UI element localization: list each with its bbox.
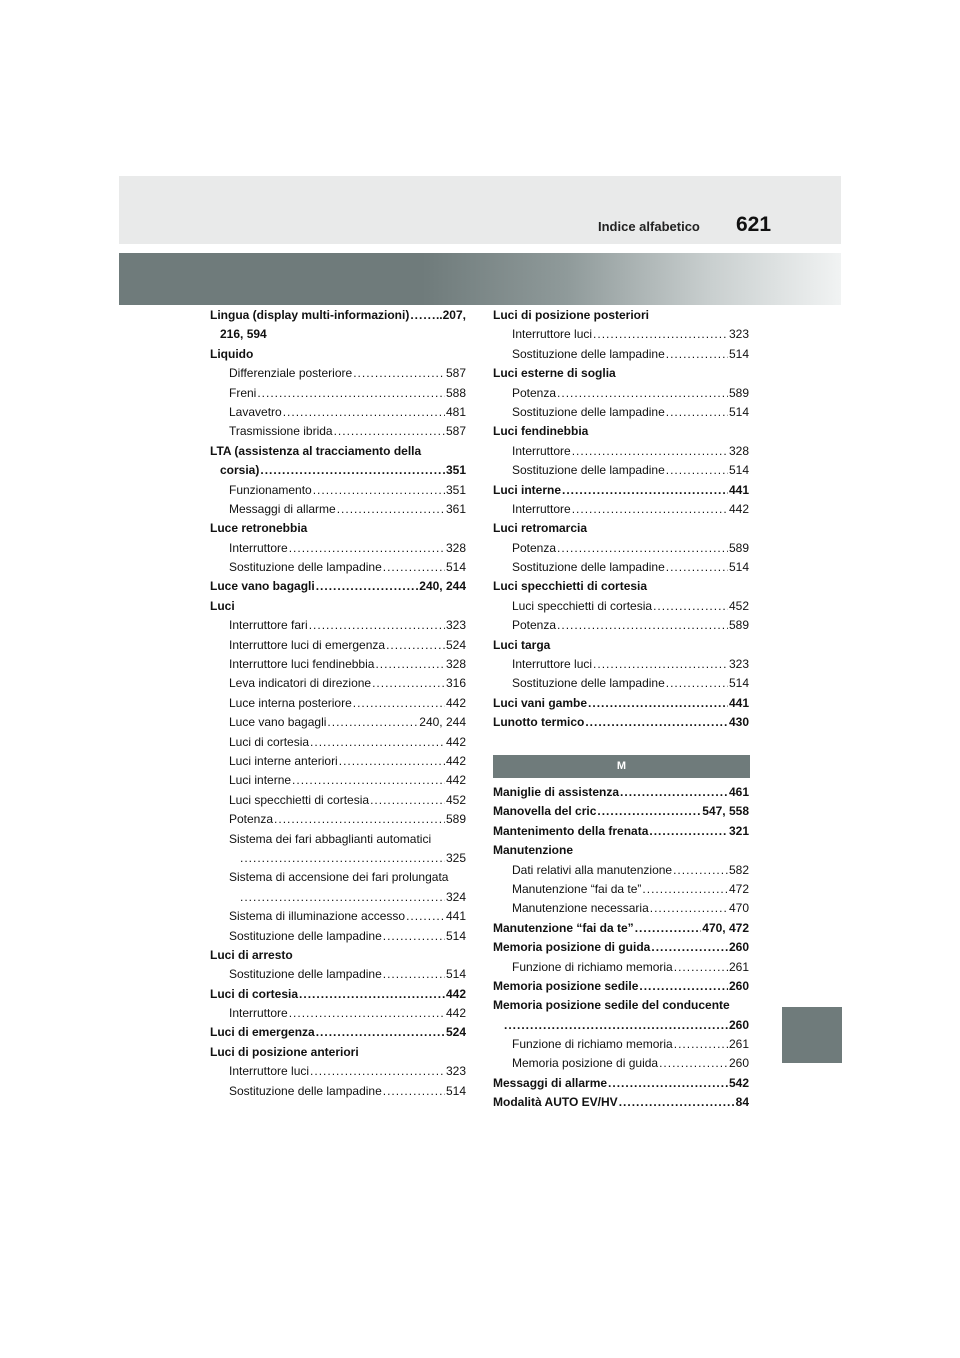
index-entry: [210, 500, 466, 519]
entry-term: Sostituzione delle lampadine: [512, 676, 665, 691]
index-column-right: [493, 306, 749, 733]
leader-dots: [504, 1016, 728, 1035]
entry-page: 351: [445, 482, 466, 497]
entry-term: Messaggi di allarme: [229, 501, 336, 516]
leader-dots: [283, 403, 445, 422]
entry-term: Luce vano bagagli: [229, 715, 327, 730]
entry-page: 514: [728, 404, 749, 419]
entry-term: Luci interne anteriori: [229, 753, 338, 768]
entry-term: Interruttore luci: [512, 657, 593, 672]
entry-page: 514: [728, 560, 749, 575]
leader-dots: [240, 849, 445, 868]
leader-dots: [642, 880, 728, 899]
entry-page: 321: [728, 823, 749, 838]
entry-term: Sostituzione delle lampadine: [229, 928, 382, 943]
leader-dots: [375, 655, 445, 674]
index-entry: [210, 927, 466, 946]
leader-dots: [635, 919, 702, 938]
entry-term: Differenziale posteriore: [229, 366, 353, 381]
index-entry: [210, 597, 466, 616]
entry-term: Modalità AUTO EV/HV: [493, 1095, 618, 1110]
entry-term: Luci interne: [229, 773, 292, 788]
decorative-band: [119, 253, 841, 305]
index-entry: [493, 822, 749, 841]
leader-dots: [597, 802, 701, 821]
index-entry: [210, 442, 466, 461]
entry-page: 442: [445, 1006, 466, 1021]
index-entry: [210, 461, 466, 480]
index-entry: [493, 1054, 749, 1073]
entry-page: 325: [445, 850, 466, 865]
index-entry: [493, 694, 749, 713]
entry-term: Luci esterne di soglia: [493, 366, 616, 381]
index-entry: [210, 306, 466, 325]
index-entry: [210, 694, 466, 713]
index-entry: [493, 919, 749, 938]
leader-dots: [572, 500, 728, 519]
index-entry: [493, 500, 749, 519]
entry-term: Luci specchietti di cortesia: [493, 579, 648, 594]
entry-term: Sistema di accensione dei fari prolungata: [229, 870, 449, 885]
entry-term: Sostituzione delle lampadine: [229, 560, 382, 575]
leader-dots: [383, 558, 445, 577]
entry-term: Funzionamento: [229, 482, 312, 497]
index-entry: [493, 306, 749, 325]
index-entry: [493, 403, 749, 422]
leader-dots: [339, 752, 445, 771]
entry-page: 514: [728, 676, 749, 691]
index-entry: [493, 364, 749, 383]
leader-dots: [334, 422, 445, 441]
entry-page: 442: [445, 986, 466, 1001]
index-entry: [210, 752, 466, 771]
leader-dots: [653, 597, 728, 616]
entry-term: corsia): [220, 463, 260, 478]
entry-page: 328: [728, 443, 749, 458]
index-entry: [210, 849, 466, 868]
entry-term: Interruttore: [229, 1006, 288, 1021]
entry-page: 316: [445, 676, 466, 691]
entry-page: 524: [445, 637, 466, 652]
index-entry: [210, 771, 466, 790]
entry-page: 514: [445, 560, 466, 575]
entry-term: Sistema dei fari abbaglianti automatici: [229, 831, 432, 846]
leader-dots: [310, 1062, 445, 1081]
leader-dots: [240, 888, 445, 907]
leader-dots: [666, 345, 728, 364]
leader-dots: [651, 938, 728, 957]
index-entry: [210, 577, 466, 596]
entry-page: 351: [445, 463, 466, 478]
index-entry: [493, 558, 749, 577]
leader-dots: [313, 481, 445, 500]
entry-page: 589: [728, 540, 749, 555]
leader-dots: [585, 713, 728, 732]
entry-page: ..207,: [435, 308, 466, 322]
index-entry: [493, 636, 749, 655]
entry-page: 260: [728, 940, 749, 955]
index-entry: [210, 830, 466, 849]
entry-term: Potenza: [512, 618, 557, 633]
entry-page: 470: [728, 901, 749, 916]
entry-term: Lavavetro: [229, 404, 282, 419]
entry-term: Luce vano bagagli: [210, 579, 315, 594]
index-entry: [493, 1074, 749, 1093]
entry-page: 323: [445, 1064, 466, 1079]
entry-term: Leva indicatori di direzione: [229, 676, 372, 691]
index-entry: [493, 977, 749, 996]
index-entry: [493, 539, 749, 558]
leader-dots: [337, 500, 445, 519]
index-entry: [493, 713, 749, 732]
index-entry: [493, 880, 749, 899]
index-entry: [493, 1016, 749, 1035]
leader-dots: [274, 810, 445, 829]
index-entry: [210, 539, 466, 558]
entry-term: Interruttore: [229, 540, 288, 555]
index-entry: [493, 384, 749, 403]
entry-term: Interruttore luci: [229, 1064, 310, 1079]
entry-term: Interruttore luci: [512, 327, 593, 342]
index-entry: [210, 519, 466, 538]
entry-term: LTA (assistenza al tracciamento della: [210, 443, 422, 458]
header-bar: [119, 176, 841, 244]
index-entry: [210, 403, 466, 422]
leader-dots: [666, 461, 728, 480]
index-entry: [210, 636, 466, 655]
entry-page: 524: [445, 1025, 466, 1040]
index-entry: [210, 965, 466, 984]
leader-dots: [649, 822, 728, 841]
entry-page: 452: [728, 598, 749, 613]
leader-dots: [327, 713, 418, 732]
leader-dots: [353, 694, 445, 713]
entry-term: Freni: [229, 385, 257, 400]
leader-dots: [666, 674, 728, 693]
leader-dots: [620, 783, 728, 802]
index-entry: [210, 558, 466, 577]
entry-page: 84: [735, 1095, 749, 1110]
entry-page: 589: [728, 618, 749, 633]
leader-dots: [386, 636, 445, 655]
index-entry: [493, 674, 749, 693]
leader-dots: [299, 985, 445, 1004]
index-entry: [210, 791, 466, 810]
index-entry: [210, 868, 466, 887]
index-entry: [210, 655, 466, 674]
index-entry: [210, 384, 466, 403]
chapter-side-tab: [782, 1007, 842, 1063]
entry-term: Mantenimento della frenata: [493, 823, 649, 838]
leader-dots: [406, 907, 445, 926]
leader-dots: [666, 403, 728, 422]
entry-page: 442: [728, 501, 749, 516]
entry-page: 261: [728, 1037, 749, 1052]
index-entry: [493, 861, 749, 880]
leader-dots: [557, 539, 728, 558]
entry-page: 588: [445, 385, 466, 400]
leader-dots: [383, 965, 445, 984]
leader-dots: [674, 1035, 728, 1054]
index-entry: [493, 1093, 749, 1112]
entry-term: Luci vani gambe: [493, 695, 588, 710]
leader-dots: [292, 771, 445, 790]
leader-dots: [562, 481, 728, 500]
entry-term: Luce interna posteriore: [229, 695, 352, 710]
leader-dots: [372, 674, 445, 693]
leader-dots: [309, 616, 445, 635]
entry-page: 461: [728, 785, 749, 799]
index-entry: [210, 1082, 466, 1101]
leader-dots: [310, 733, 445, 752]
entry-page: 260: [728, 978, 749, 993]
entry-page: 452: [445, 792, 466, 807]
entry-term: Luci specchietti di cortesia: [512, 598, 653, 613]
index-entry: [493, 422, 749, 441]
entry-term: Sostituzione delle lampadine: [512, 404, 665, 419]
index-entry: [493, 841, 749, 860]
entry-term: Lingua (display multi-informazioni): [210, 308, 410, 322]
index-entry: [493, 655, 749, 674]
index-entry: [210, 422, 466, 441]
entry-term: Interruttore fari: [229, 618, 308, 633]
section-header-m: M: [493, 755, 750, 778]
entry-term: 216, 594: [220, 327, 267, 342]
leader-dots: [673, 861, 728, 880]
index-entry: [493, 958, 749, 977]
index-entry: [210, 946, 466, 965]
entry-term: Luci fendinebbia: [493, 424, 589, 439]
leader-dots: [674, 958, 728, 977]
entry-page: 589: [728, 385, 749, 400]
leader-dots: [659, 1054, 728, 1073]
entry-term: Messaggi di allarme: [493, 1075, 608, 1090]
entry-term: Manovella del cric: [493, 804, 597, 819]
entry-term: Luci di posizione posteriori: [493, 308, 650, 322]
leader-dots: [316, 1023, 445, 1042]
entry-term: Luci di cortesia: [229, 734, 310, 749]
entry-term: Sostituzione delle lampadine: [229, 1083, 382, 1098]
leader-dots: [383, 1082, 445, 1101]
entry-term: Interruttore: [512, 501, 571, 516]
entry-page: 240, 244: [419, 579, 466, 594]
entry-term: Sostituzione delle lampadine: [512, 560, 665, 575]
entry-term: Memoria posizione di guida: [512, 1056, 659, 1071]
entry-page: 323: [728, 657, 749, 672]
entry-term: Manutenzione “fai da te”: [512, 881, 642, 896]
leader-dots: [257, 384, 445, 403]
index-entry: [493, 996, 749, 1015]
index-entry: [210, 1004, 466, 1023]
entry-term: Liquido: [210, 346, 254, 361]
entry-page: 472: [728, 881, 749, 896]
entry-page: 261: [728, 959, 749, 974]
entry-page: 328: [445, 540, 466, 555]
entry-term: Luci di emergenza: [210, 1025, 315, 1040]
index-entry: [493, 442, 749, 461]
index-entry: [210, 733, 466, 752]
leader-dots: [289, 539, 445, 558]
leader-dots: [557, 384, 728, 403]
index-entry: [210, 1062, 466, 1081]
entry-page: 260: [728, 1056, 749, 1071]
entry-page: 587: [445, 366, 466, 381]
index-entry: [493, 938, 749, 957]
entry-term: Trasmissione ibrida: [229, 424, 333, 439]
entry-page: 547, 558: [702, 804, 749, 819]
entry-term: Funzione di richiamo memoria: [512, 1037, 673, 1052]
entry-page: 587: [445, 424, 466, 439]
entry-page: 430: [728, 715, 749, 730]
index-entry: [210, 481, 466, 500]
entry-term: Luci di arresto: [210, 947, 293, 962]
leader-dots: [557, 616, 728, 635]
entry-term: Dati relativi alla manutenzione: [512, 862, 673, 877]
leader-dots: [353, 364, 445, 383]
entry-term: Potenza: [512, 385, 557, 400]
index-column-right-m: [493, 783, 749, 1113]
index-entry: [493, 325, 749, 344]
index-entry: [210, 907, 466, 926]
index-entry: [493, 616, 749, 635]
entry-page: 260: [728, 1017, 749, 1032]
index-entry: [210, 364, 466, 383]
index-entry: [493, 597, 749, 616]
page-number: 621: [736, 213, 772, 236]
leader-dots: [639, 977, 728, 996]
entry-term: Interruttore: [512, 443, 571, 458]
index-column-left: [210, 306, 466, 1101]
entry-term: Sostituzione delle lampadine: [512, 346, 665, 361]
index-entry: [210, 674, 466, 693]
index-entry: [493, 1035, 749, 1054]
entry-page: 442: [445, 734, 466, 749]
entry-term: Funzione di richiamo memoria: [512, 959, 673, 974]
index-entry: [493, 519, 749, 538]
entry-page: 481: [445, 404, 466, 419]
leader-dots: [289, 1004, 445, 1023]
entry-page: 514: [445, 928, 466, 943]
entry-page: 323: [728, 327, 749, 342]
entry-page: 589: [445, 812, 466, 827]
index-entry: [210, 345, 466, 364]
entry-term: Luci specchietti di cortesia: [229, 792, 370, 807]
index-entry: [493, 802, 749, 821]
entry-term: Potenza: [512, 540, 557, 555]
leader-dots: [666, 558, 728, 577]
entry-page: 470, 472: [702, 920, 749, 935]
entry-term: Manutenzione necessaria: [512, 901, 649, 916]
entry-page: 514: [445, 967, 466, 982]
entry-term: Luci di cortesia: [210, 986, 299, 1001]
entry-term: Interruttore luci fendinebbia: [229, 657, 375, 672]
entry-term: Sistema di illuminazione accesso: [229, 909, 406, 924]
index-entry: [493, 345, 749, 364]
leader-dots: [572, 442, 728, 461]
entry-page: 441: [728, 482, 749, 497]
entry-page: 514: [728, 463, 749, 478]
entry-term: Manutenzione: [493, 843, 573, 858]
entry-term: Memoria posizione sedile: [493, 978, 639, 993]
entry-term: Potenza: [229, 812, 274, 827]
index-entry: [493, 577, 749, 596]
entry-page: 442: [445, 695, 466, 710]
entry-term: Luce retronebbia: [210, 521, 308, 536]
entry-page: 442: [445, 773, 466, 788]
index-entry: [210, 1023, 466, 1042]
index-entry: [210, 713, 466, 732]
entry-term: Luci retromarcia: [493, 521, 588, 536]
index-entry: [210, 1043, 466, 1062]
leader-dots: [260, 461, 445, 480]
entry-page: 441: [445, 909, 466, 924]
entry-term: Sostituzione delle lampadine: [512, 463, 665, 478]
leader-dots: [370, 791, 445, 810]
entry-term: Lunotto termico: [493, 715, 585, 730]
entry-page: 324: [445, 889, 466, 904]
entry-term: Memoria posizione sedile del conducente: [493, 998, 730, 1013]
leader-dots: [593, 325, 728, 344]
leader-dots: [410, 306, 435, 325]
entry-page: 441: [728, 695, 749, 710]
entry-term: Interruttore luci di emergenza: [229, 637, 386, 652]
leader-dots: [650, 899, 728, 918]
entry-term: Memoria posizione di guida: [493, 940, 651, 955]
index-entry: [210, 810, 466, 829]
entry-term: Luci di posizione anteriori: [210, 1044, 359, 1059]
entry-page: 514: [445, 1083, 466, 1098]
index-entry: [210, 325, 466, 344]
entry-term: Maniglie di assistenza: [493, 785, 620, 799]
entry-page: 442: [445, 753, 466, 768]
entry-term: Luci targa: [493, 637, 551, 652]
entry-page: 361: [445, 501, 466, 516]
leader-dots: [619, 1093, 735, 1112]
leader-dots: [593, 655, 728, 674]
entry-term: Manutenzione “fai da te”: [493, 920, 634, 935]
entry-page: 323: [445, 618, 466, 633]
leader-dots: [608, 1074, 728, 1093]
leader-dots: [316, 577, 419, 596]
entry-page: 582: [728, 862, 749, 877]
leader-dots: [383, 927, 445, 946]
index-entry: [493, 899, 749, 918]
entry-term: Luci: [210, 598, 235, 613]
entry-term: Sostituzione delle lampadine: [229, 967, 382, 982]
index-entry: [210, 616, 466, 635]
index-entry: [210, 888, 466, 907]
leader-dots: [588, 694, 728, 713]
entry-page: 328: [445, 657, 466, 672]
entry-page: 240, 244: [419, 715, 466, 730]
index-entry: [210, 985, 466, 1004]
index-entry: [493, 783, 749, 802]
entry-page: 514: [728, 346, 749, 361]
index-entry: [493, 481, 749, 500]
entry-page: 542: [728, 1075, 749, 1090]
index-entry: [493, 461, 749, 480]
page-title: Indice alfabetico: [598, 219, 700, 234]
entry-term: Luci interne: [493, 482, 562, 497]
